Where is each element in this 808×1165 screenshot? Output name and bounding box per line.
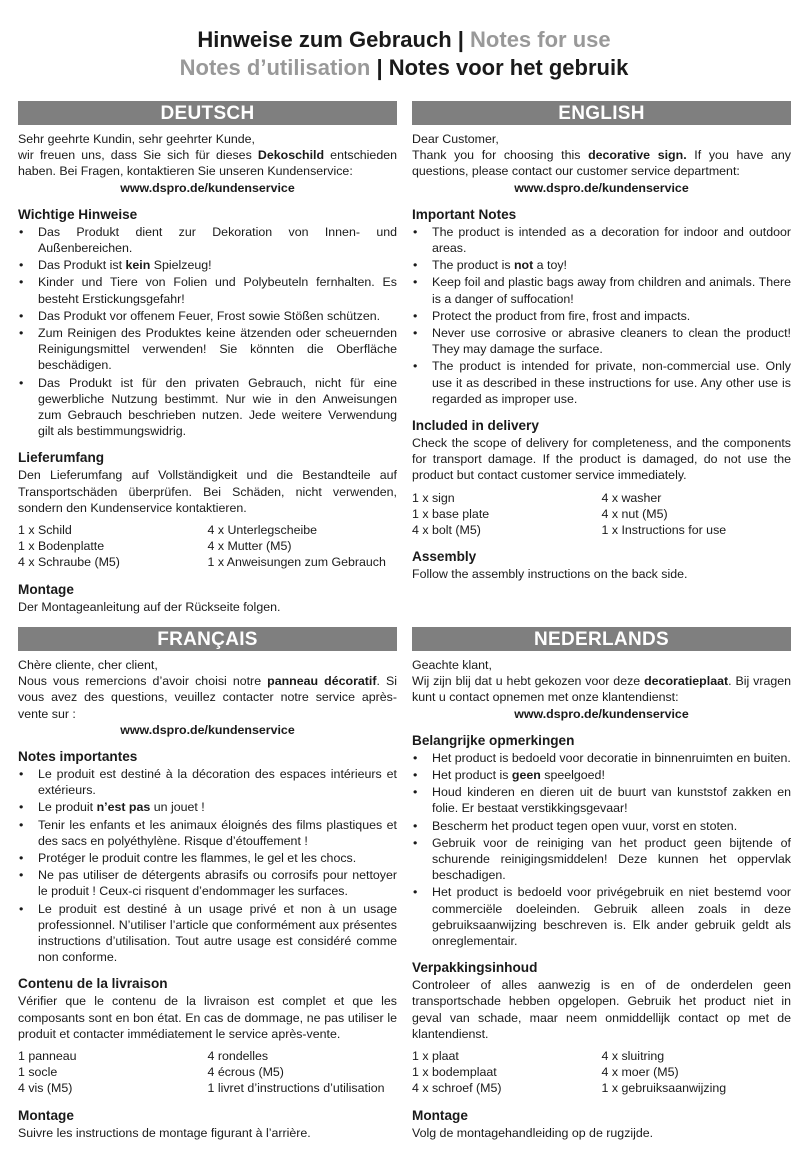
notes-list	[412, 224, 791, 407]
delivery-heading: Included in delivery	[412, 418, 539, 434]
delivery-heading: Verpakkingsinhoud	[412, 960, 538, 976]
assembly-text: Follow the assembly instructions on the back side.	[412, 567, 688, 582]
assembly-text: Suivre les instructions de montage figurant à l’arrière.	[18, 1125, 311, 1140]
list-item: • Protect the product from fire, frost and impacts.	[412, 308, 791, 324]
list-item: • The product is not a toy!	[412, 257, 791, 273]
notes-heading: Belangrijke opmerkingen	[412, 732, 575, 748]
list-item: • Het product is bedoeld voor privégebruik en niet bestemd voor commerciële doeleinden. Gebruik alleen zoals in deze gebruiksaanwijzing beschreven is. Elk ander gebruik geldt als onreglementair.	[412, 884, 791, 949]
list-item: • Het product is geen speelgoed!	[412, 767, 791, 783]
delivery-item: 1 panneau	[18, 1049, 77, 1064]
delivery-item: 1 x bodemplaat	[412, 1065, 497, 1080]
section-banner: ENGLISH	[412, 101, 791, 125]
title-text-fr: Notes d’utilisation	[179, 55, 371, 80]
notes-list	[18, 224, 397, 440]
intro-text: Thank you for choosing this decorative sign. If you have any questions, please contact our customer service department:	[412, 148, 792, 179]
greeting: Geachte klant,	[412, 658, 492, 672]
service-url[interactable]: www.dspro.de/kundenservice	[514, 180, 689, 195]
intro-text: Nous vous remercions d’avoir choisi notre panneau décoratif. Si vous avez des questions, veuillez contacter notre service après-vente sur :	[18, 674, 397, 721]
list-item: • Gebruik voor de reiniging van het product geen bijtende of schurende reinigingsmiddelen! Deze kunnen het oppervlak beschadigen.	[412, 835, 791, 884]
list-item: • Houd kinderen en dieren uit de buurt van kunststof zakken en folie. Er bestaat verstikkingsgevaar!	[412, 784, 791, 816]
list-item: • Das Produkt ist kein Spielzeug!	[18, 257, 397, 273]
service-url[interactable]: www.dspro.de/kundenservice	[120, 180, 295, 195]
list-item: • The product is intended for private, non-commercial use. Only use it as described in these instructions for use. Any other use is regarded as improper use.	[412, 358, 791, 407]
greeting: Chère cliente, cher client,	[18, 658, 158, 672]
list-item: • Never use corrosive or abrasive cleaners to clean the product! They may damage the surface.	[412, 325, 791, 357]
intro-text: Wij zijn blij dat u hebt gekozen voor deze decoratieplaat. Bij vragen kunt u contact opnemen met onze klantendienst:	[412, 674, 792, 705]
delivery-items	[412, 490, 791, 539]
delivery-item: 4 x Unterlegscheibe	[207, 523, 318, 538]
section-banner: FRANÇAIS	[18, 627, 397, 651]
list-item: • The product is intended as a decoration for indoor and outdoor areas.	[412, 224, 791, 256]
delivery-item: 4 x Mutter (M5)	[207, 539, 292, 554]
assembly-text: Volg de montagehandleiding op de rugzijde.	[412, 1125, 654, 1140]
delivery-item: 4 x bolt (M5)	[412, 523, 481, 538]
delivery-item: 1 x Instructions for use	[601, 523, 727, 538]
delivery-item: 4 vis (M5)	[18, 1081, 73, 1096]
delivery-text: Controleer of alles aanwezig is en of de onderdelen geen transportschade hebben opgelopen. Gebruik het product niet in geval van schade, maar neem onmiddellijk contact op met de klantendienst.	[412, 978, 791, 1041]
delivery-item: 1 x Bodenplatte	[18, 539, 105, 554]
notes-heading: Important Notes	[412, 206, 517, 222]
delivery-item: 1 x Schild	[18, 523, 72, 538]
list-item: • Het product is bedoeld voor decoratie in binnenruimten en buiten.	[412, 750, 791, 766]
page-title-line-2	[0, 54, 808, 82]
list-item: • Le produit est destiné à la décoration des espaces intérieurs et extérieurs.	[18, 766, 397, 798]
list-item: • Das Produkt dient zur Dekoration von Innen- und Außenbereichen.	[18, 224, 397, 256]
notes-heading: Wichtige Hinweise	[18, 206, 138, 222]
assembly-heading: Montage	[18, 581, 74, 597]
list-item: • Kinder und Tiere von Folien und Polybeuteln fernhalten. Es besteht Erstickungsgefahr!	[18, 274, 397, 306]
delivery-item: 4 x moer (M5)	[601, 1065, 679, 1080]
delivery-text: Vérifier que le contenu de la livraison est complet et que les composants sont en bon état. En cas de dommage, ne pas utiliser le produit et contacter immédiatement le service après-vente.	[18, 994, 397, 1041]
section-english	[412, 101, 791, 582]
list-item: • Bescherm het product tegen open vuur, vorst en stoten.	[412, 818, 791, 834]
service-url[interactable]: www.dspro.de/kundenservice	[514, 706, 689, 721]
notes-list	[412, 750, 791, 949]
section-nederlands	[412, 627, 791, 1141]
delivery-items	[412, 1048, 791, 1097]
title-text-nl: | Notes voor het gebruik	[376, 55, 629, 80]
delivery-item: 4 x nut (M5)	[601, 506, 668, 521]
delivery-item: 4 x Schraube (M5)	[18, 555, 120, 570]
delivery-item: 4 x sluitring	[601, 1049, 665, 1064]
list-item: • Le produit n’est pas un jouet !	[18, 799, 397, 815]
greeting: Sehr geehrte Kundin, sehr geehrter Kunde,	[18, 132, 255, 146]
delivery-heading: Lieferumfang	[18, 450, 105, 466]
delivery-item: 1 x sign	[412, 490, 455, 505]
delivery-heading: Contenu de la livraison	[18, 976, 168, 992]
delivery-item: 4 x schroef (M5)	[412, 1081, 502, 1096]
delivery-item: 1 x gebruiksaanwijzing	[601, 1081, 727, 1096]
delivery-item: 1 livret d’instructions d’utilisation	[207, 1081, 385, 1096]
delivery-item: 1 x Anweisungen zum Gebrauch	[207, 555, 386, 570]
delivery-item: 4 écrous (M5)	[207, 1065, 284, 1080]
list-item: • Le produit est destiné à un usage privé et non à un usage professionnel. N’utiliser l’article que conformément aux présentes instructions d’utilisation. Tout autre usage est considéré comme non conforme.	[18, 901, 397, 966]
intro-text: wir freuen uns, dass Sie sich für dieses Dekoschild entschieden haben. Bei Fragen, kontaktieren Sie unseren Kundenservice:	[18, 148, 397, 179]
service-url[interactable]: www.dspro.de/kundenservice	[120, 722, 295, 737]
delivery-items	[18, 1048, 397, 1097]
delivery-item: 4 x washer	[601, 490, 662, 505]
section-banner: DEUTSCH	[18, 101, 397, 125]
page-title-line-1	[0, 26, 808, 54]
list-item: • Ne pas utiliser de détergents abrasifs ou corrosifs pour nettoyer le produit ! Ceux-ci risquent d’endommager les surfaces.	[18, 867, 397, 899]
delivery-item: 1 x base plate	[412, 506, 490, 521]
section-francais	[18, 627, 397, 1141]
list-item: • Das Produkt ist für den privaten Gebrauch, nicht für eine gewerbliche Nutzung bestimmt. Nur wie in den Anweisungen zum Gebrauch beschrieben nutzen. Jede weitere Verwendung gilt als bestimmungswidrig.	[18, 375, 397, 440]
delivery-items	[18, 522, 397, 571]
list-item: • Keep foil and plastic bags away from children and animals. There is a danger of suffocation!	[412, 274, 791, 306]
delivery-item: 1 x plaat	[412, 1049, 459, 1064]
assembly-heading: Montage	[18, 1107, 74, 1123]
section-banner: NEDERLANDS	[412, 627, 791, 651]
delivery-item: 4 rondelles	[207, 1049, 269, 1064]
delivery-item: 1 socle	[18, 1065, 58, 1080]
list-item: • Zum Reinigen des Produktes keine ätzenden oder scheuernden Reinigungsmittel verwenden! Sie könnten die Oberfläche beschädigen.	[18, 325, 397, 374]
assembly-heading: Montage	[412, 1107, 468, 1123]
list-item: • Tenir les enfants et les animaux éloignés des films plastiques et des sacs en polyéthylène. Risque d’étouffement !	[18, 817, 397, 849]
list-item: • Protéger le produit contre les flammes, le gel et les chocs.	[18, 850, 397, 866]
assembly-text: Der Montageanleitung auf der Rückseite folgen.	[18, 599, 281, 614]
notes-heading: Notes importantes	[18, 749, 138, 765]
title-text-de: Hinweise zum Gebrauch |	[197, 27, 464, 52]
delivery-text: Den Lieferumfang auf Vollständigkeit und die Bestandteile auf Transportschäden überprüfen. Bei Schäden, nicht verwenden, sondern den Kundenservice kontaktieren.	[18, 468, 397, 515]
section-deutsch	[18, 101, 397, 615]
title-text-en: Notes for use	[470, 27, 611, 52]
greeting: Dear Customer,	[412, 132, 499, 146]
notes-list	[18, 766, 397, 965]
delivery-text: Check the scope of delivery for completeness, and the components for transport damage. If the product is damaged, do not use the product but contact customer service immediately.	[412, 436, 791, 483]
list-item: • Das Produkt vor offenem Feuer, Frost sowie Stößen schützen.	[18, 308, 397, 324]
assembly-heading: Assembly	[412, 549, 477, 565]
